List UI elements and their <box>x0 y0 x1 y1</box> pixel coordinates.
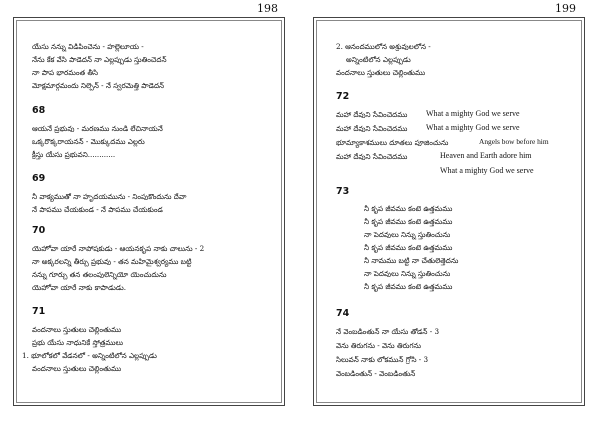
lyric-line: నా అక్కరలన్ని తీర్చు ప్రభువు - తన మహిమైశ్వర్యము బట్టి <box>32 257 192 266</box>
lyric-line: అన్నింటిలోన ఎల్లప్పుడు <box>346 55 411 64</box>
lyric-line: నీ కృప జీవము కంటె ఉత్తమము <box>364 282 453 291</box>
lyric-line: నీ వాక్యముతో నా హృదయమును - నింపుకొందును దేవా <box>32 192 187 201</box>
lyric-line-english: What a mighty God we serve <box>440 166 534 175</box>
song-number: 72 <box>336 91 350 102</box>
lyric-line: నీ కృప జీవము కంటె ఉత్తమము <box>364 204 453 213</box>
lyric-line: సిలువన్ నాకు లోకమున్ గ్రోసి - 3 <box>336 355 429 364</box>
lyric-line-english: What a mighty God we serve <box>426 109 520 118</box>
lyric-line: నన్ను గూర్చు తన తలంపులెన్నియో యెంచుదును <box>32 270 167 279</box>
song-number: 70 <box>32 225 46 236</box>
lyric-line-english: Angels bow before him <box>479 137 549 146</box>
lyric-line: యెహోవా యారే నాపోషకుడు - ఆయనకృప నాకు చాలును - 2 <box>32 244 205 253</box>
lyric-line: క్రీస్తు యేసు ప్రభువని............ <box>32 150 116 159</box>
lyric-line: మహా దేవుని సేవించెదము <box>336 124 408 133</box>
song-number: 71 <box>32 306 46 317</box>
lyric-line: నీ నామము బట్టి నా చేతులెత్తెదను <box>364 256 459 265</box>
lyric-line-english: What a mighty God we serve <box>426 123 520 132</box>
lyric-line: నీ కృప జీవము కంటె ఉత్తమము <box>364 217 453 226</box>
lyric-line: ఆయనే ప్రభువు - మరణము నుండి లేచినాయనే <box>32 124 163 133</box>
song-number: 69 <box>32 173 46 184</box>
song-number: 68 <box>32 105 46 116</box>
lyric-line: మోక్షమార్గమందు నిల్పెన్ - నే స్వరమెత్తి పాడెదన్ <box>32 81 165 90</box>
lyric-line: ప్రభు యేసు నాధునికే స్తోత్రములు <box>32 338 124 347</box>
lyric-line: 1. భూలోకలో వేడనలో - అన్నింటిలోన ఎల్లప్పుడు <box>22 351 157 360</box>
lyric-line: వెను తిరుగను - వెను తిరుగను <box>336 341 422 350</box>
song-number: 74 <box>336 308 350 319</box>
lyric-line: యెహోవా యారే నాకు కాపాడుడు. <box>32 283 126 292</box>
lyric-line-english: Heaven and Earth adore him <box>440 151 532 160</box>
lyric-line: వందనాలు స్తుతులు చెల్లింతుము <box>336 68 426 77</box>
lyric-line: వందనాలు స్తుతులు చెల్లింతుము <box>32 325 122 334</box>
lyric-line: 2. ఆనందములోన అశ్రువులలోన - <box>336 42 431 51</box>
page-number-right: 199 <box>555 2 576 15</box>
lyric-line: వెంబడింతున్ - వెంబడింతున్ <box>336 369 416 378</box>
song-number: 73 <box>336 186 350 197</box>
lyric-line: మహా దేవుని సేవించెదము <box>336 110 408 119</box>
lyric-line: నా పెదవులు నిన్ను స్తుతించును <box>364 230 451 239</box>
lyric-line: నా పాప భారమంత తీసి <box>32 68 99 77</box>
lyric-line: వందనాలు స్తుతులు చెల్లింతుము <box>32 364 122 373</box>
lyric-line: నే పాపము చేయకుండ - నే పాపము చేయకుండ <box>32 205 163 214</box>
lyric-line: యేసు నన్ను విడిపించెను - హల్లెలూయ - <box>32 42 144 51</box>
lyric-line: ఒక్కరొక్కరాయనన్ - మొక్కుదము ఎల్లరు <box>32 137 145 146</box>
lyric-line: మహా దేవుని సేవించెదము <box>336 152 408 161</box>
right-page <box>313 17 585 406</box>
page-number-left: 198 <box>257 2 278 15</box>
lyric-line: నా పెదవులు నిన్ను స్తుతించును <box>364 269 451 278</box>
lyric-line: నీ కృప జీవము కంటె ఉత్తమము <box>364 243 453 252</box>
lyric-line: భూమ్యాకాశములు దూతలు పూజించును <box>336 138 449 147</box>
lyric-line: నే వెంబడింతున్ నా యేసు తోడన్ - 3 <box>336 327 440 336</box>
left-page <box>13 17 285 406</box>
lyric-line: నేను కేక వేసి పాడెదన్ నా ఎల్లప్పుడు స్తుతించెదన్ <box>32 55 167 64</box>
